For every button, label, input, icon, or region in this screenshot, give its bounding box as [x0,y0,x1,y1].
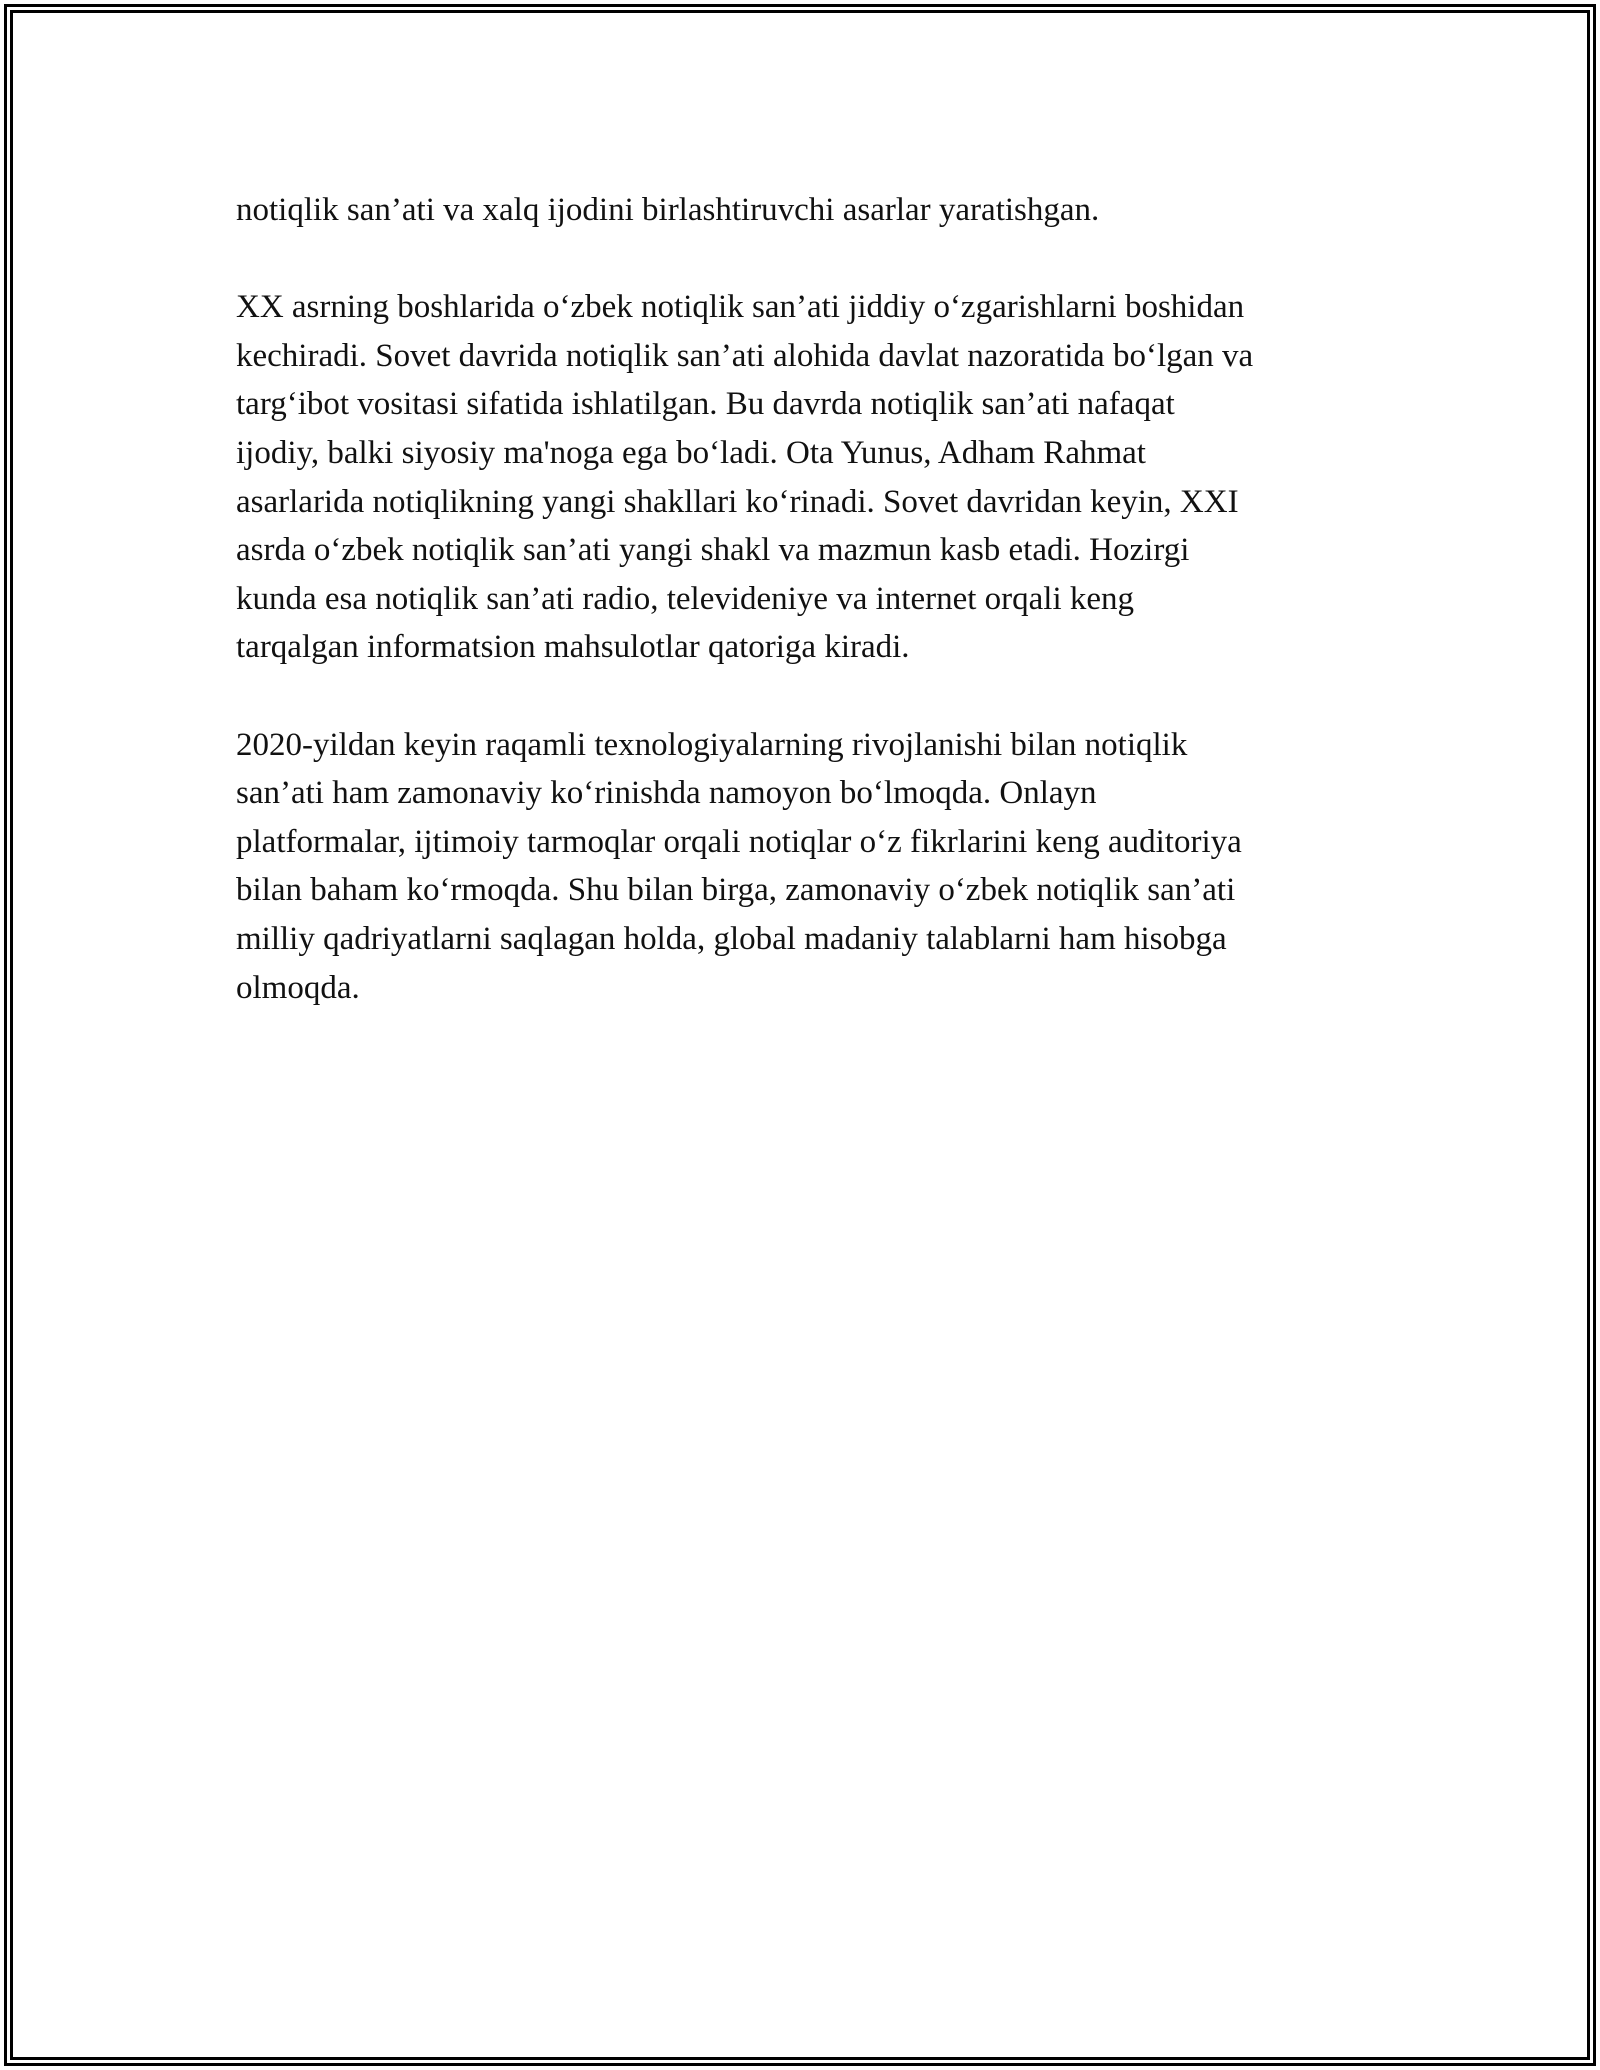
paragraph-1 [236,186,1376,235]
text-line: kunda esa notiqlik san’ati radio, televideniye va internet orqali keng [236,580,1135,617]
document-body [236,186,1376,1061]
text-line: asarlarida notiqlikning yangi shakllari ko‘rinadi. Sovet davridan keyin, XXI [236,483,1239,520]
text-line: asrda o‘zbek notiqlik san’ati yangi shakl va mazmun kasb etadi. Hozirgi [236,532,1190,569]
paragraph-3 [236,721,1376,1013]
text-line: 2020-yildan keyin raqamli texnologiyalarning rivojlanishi bilan notiqlik [236,726,1188,763]
text-line: kechiradi. Sovet davrida notiqlik san’ati alohida davlat nazoratida bo‘lgan va [236,337,1254,374]
text-line: olmoqda. [236,969,360,1006]
text-line: milliy qadriyatlarni saqlagan holda, global madaniy talablarni ham hisobga [236,920,1227,957]
text-line: targ‘ibot vositasi sifatida ishlatilgan. Bu davrda notiqlik san’ati nafaqat [236,386,1175,423]
text-line: ijodiy, balki siyosiy ma'noga ega bo‘ladi. Ota Yunus, Adham Rahmat [236,434,1146,471]
text-line: tarqalgan informatsion mahsulotlar qatoriga kiradi. [236,629,910,666]
text-line: bilan baham ko‘rmoqda. Shu bilan birga, zamonaviy o‘zbek notiqlik san’ati [236,872,1236,909]
text-line: notiqlik san’ati va xalq ijodini birlashtiruvchi asarlar yaratishgan. [236,192,1100,228]
text-line: san’ati ham zamonaviy ko‘rinishda namoyon bo‘lmoqda. Onlayn [236,775,1097,812]
text-line: XX asrning boshlarida o‘zbek notiqlik san’ati jiddiy o‘zgarishlarni boshidan [236,289,1245,326]
paragraph-2 [236,283,1376,672]
text-line: platformalar, ijtimoiy tarmoqlar orqali notiqlar o‘z fikrlarini keng auditoriya [236,823,1242,860]
